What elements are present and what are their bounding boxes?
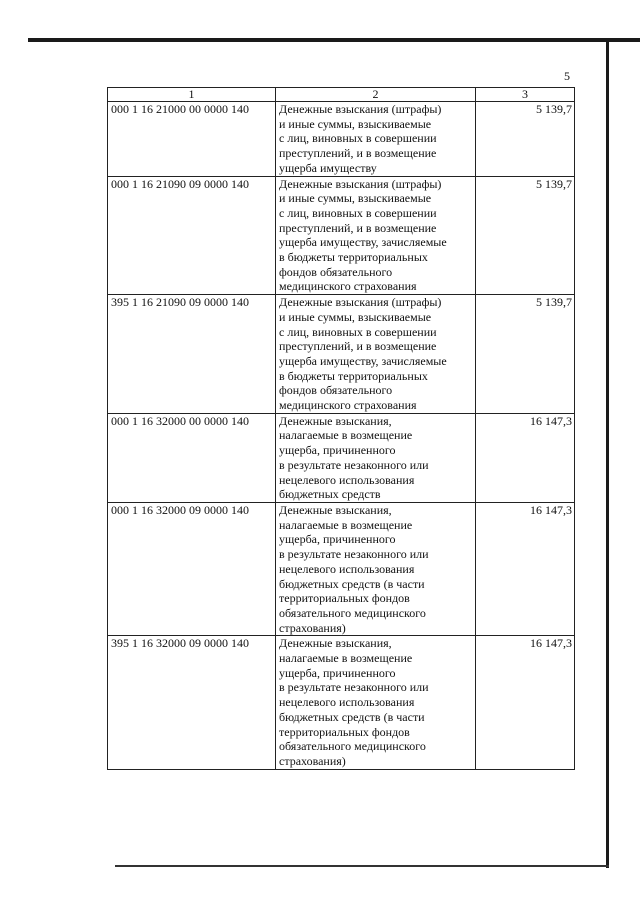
description-line: обязательного медицинского xyxy=(279,739,426,754)
description-line: Денежные взыскания (штрафы) xyxy=(279,295,442,310)
description-line: и иные суммы, взыскиваемые xyxy=(279,309,432,324)
table-row xyxy=(108,102,575,177)
scan-border-bottom xyxy=(115,865,609,867)
description-line: ущерба, причиненного xyxy=(279,532,396,547)
description-line: Денежные взыскания, xyxy=(279,502,392,517)
description-line: нецелевого использования xyxy=(279,695,415,710)
description-line: преступлений, и в возмещение xyxy=(279,220,437,235)
description-line: и иные суммы, взыскиваемые xyxy=(279,191,432,206)
description-line: налагаемые в возмещение xyxy=(279,651,413,666)
description-line: в результате незаконного или xyxy=(279,680,429,695)
description-line: ущерба имуществу xyxy=(279,160,377,175)
description-line: налагаемые в возмещение xyxy=(279,428,413,443)
description-line: налагаемые в возмещение xyxy=(279,517,413,532)
budget-code-cell: 000 1 16 21000 00 0000 140 xyxy=(108,102,276,177)
description-cell xyxy=(276,636,476,769)
description-line: в бюджеты территориальных xyxy=(279,368,428,383)
table-row xyxy=(108,636,575,769)
description-line: ущерба имуществу, зачисляемые xyxy=(279,235,447,250)
scan-border-right xyxy=(606,38,609,868)
description-line: страхования) xyxy=(279,620,346,635)
table-header-row xyxy=(108,88,575,102)
description-line: территориальных фондов xyxy=(279,591,410,606)
description-cell xyxy=(276,413,476,502)
description-line: ущерба, причиненного xyxy=(279,665,396,680)
amount-cell: 16 147,3 xyxy=(476,636,575,769)
description-line: в результате незаконного или xyxy=(279,547,429,562)
description-line: нецелевого использования xyxy=(279,472,415,487)
description-line: бюджетных средств (в части xyxy=(279,576,425,591)
description-line: Денежные взыскания (штрафы) xyxy=(279,176,442,191)
table-body xyxy=(108,102,575,770)
table-row xyxy=(108,295,575,414)
budget-code-cell: 000 1 16 21090 09 0000 140 xyxy=(108,176,276,295)
description-line: территориальных фондов xyxy=(279,724,410,739)
budget-code-cell: 395 1 16 21090 09 0000 140 xyxy=(108,295,276,414)
budget-code-cell: 395 1 16 32000 09 0000 140 xyxy=(108,636,276,769)
description-cell xyxy=(276,295,476,414)
description-line: с лиц, виновных в совершении xyxy=(279,205,437,220)
budget-code-cell: 000 1 16 32000 00 0000 140 xyxy=(108,413,276,502)
description-line: бюджетных средств (в части xyxy=(279,709,425,724)
description-line: преступлений, и в возмещение xyxy=(279,339,437,354)
description-cell xyxy=(276,102,476,177)
description-line: Денежные взыскания, xyxy=(279,636,392,651)
column-header-1: 1 xyxy=(108,88,276,102)
description-line: бюджетных средств xyxy=(279,487,381,502)
description-line: Денежные взыскания, xyxy=(279,413,392,428)
description-line: фондов обязательного xyxy=(279,264,393,279)
description-line: и иные суммы, взыскиваемые xyxy=(279,116,432,131)
description-line: Денежные взыскания (штрафы) xyxy=(279,102,442,116)
description-line: ущерба, причиненного xyxy=(279,443,396,458)
description-line: в результате незаконного или xyxy=(279,457,429,472)
scan-border-top xyxy=(28,38,640,42)
description-line: с лиц, виновных в совершении xyxy=(279,324,437,339)
description-line: страхования) xyxy=(279,753,346,768)
description-line: нецелевого использования xyxy=(279,561,415,576)
amount-cell: 16 147,3 xyxy=(476,502,575,635)
amount-cell: 5 139,7 xyxy=(476,176,575,295)
amount-cell: 16 147,3 xyxy=(476,413,575,502)
page-number: 5 xyxy=(564,69,570,83)
budget-revenue-table xyxy=(107,87,575,770)
description-line: ущерба имуществу, зачисляемые xyxy=(279,353,447,368)
description-cell xyxy=(276,176,476,295)
budget-code-cell: 000 1 16 32000 09 0000 140 xyxy=(108,502,276,635)
description-line: преступлений, и в возмещение xyxy=(279,146,437,161)
amount-cell: 5 139,7 xyxy=(476,295,575,414)
description-line: с лиц, виновных в совершении xyxy=(279,131,437,146)
description-cell xyxy=(276,502,476,635)
table-row xyxy=(108,413,575,502)
description-line: фондов обязательного xyxy=(279,383,393,398)
description-line: в бюджеты территориальных xyxy=(279,250,428,265)
description-line: медицинского страхования xyxy=(279,398,417,413)
table-row xyxy=(108,176,575,295)
column-header-2: 2 xyxy=(276,88,476,102)
table-row xyxy=(108,502,575,635)
description-line: медицинского страхования xyxy=(279,279,417,294)
amount-cell: 5 139,7 xyxy=(476,102,575,177)
description-line: обязательного медицинского xyxy=(279,605,426,620)
column-header-3: 3 xyxy=(476,88,575,102)
